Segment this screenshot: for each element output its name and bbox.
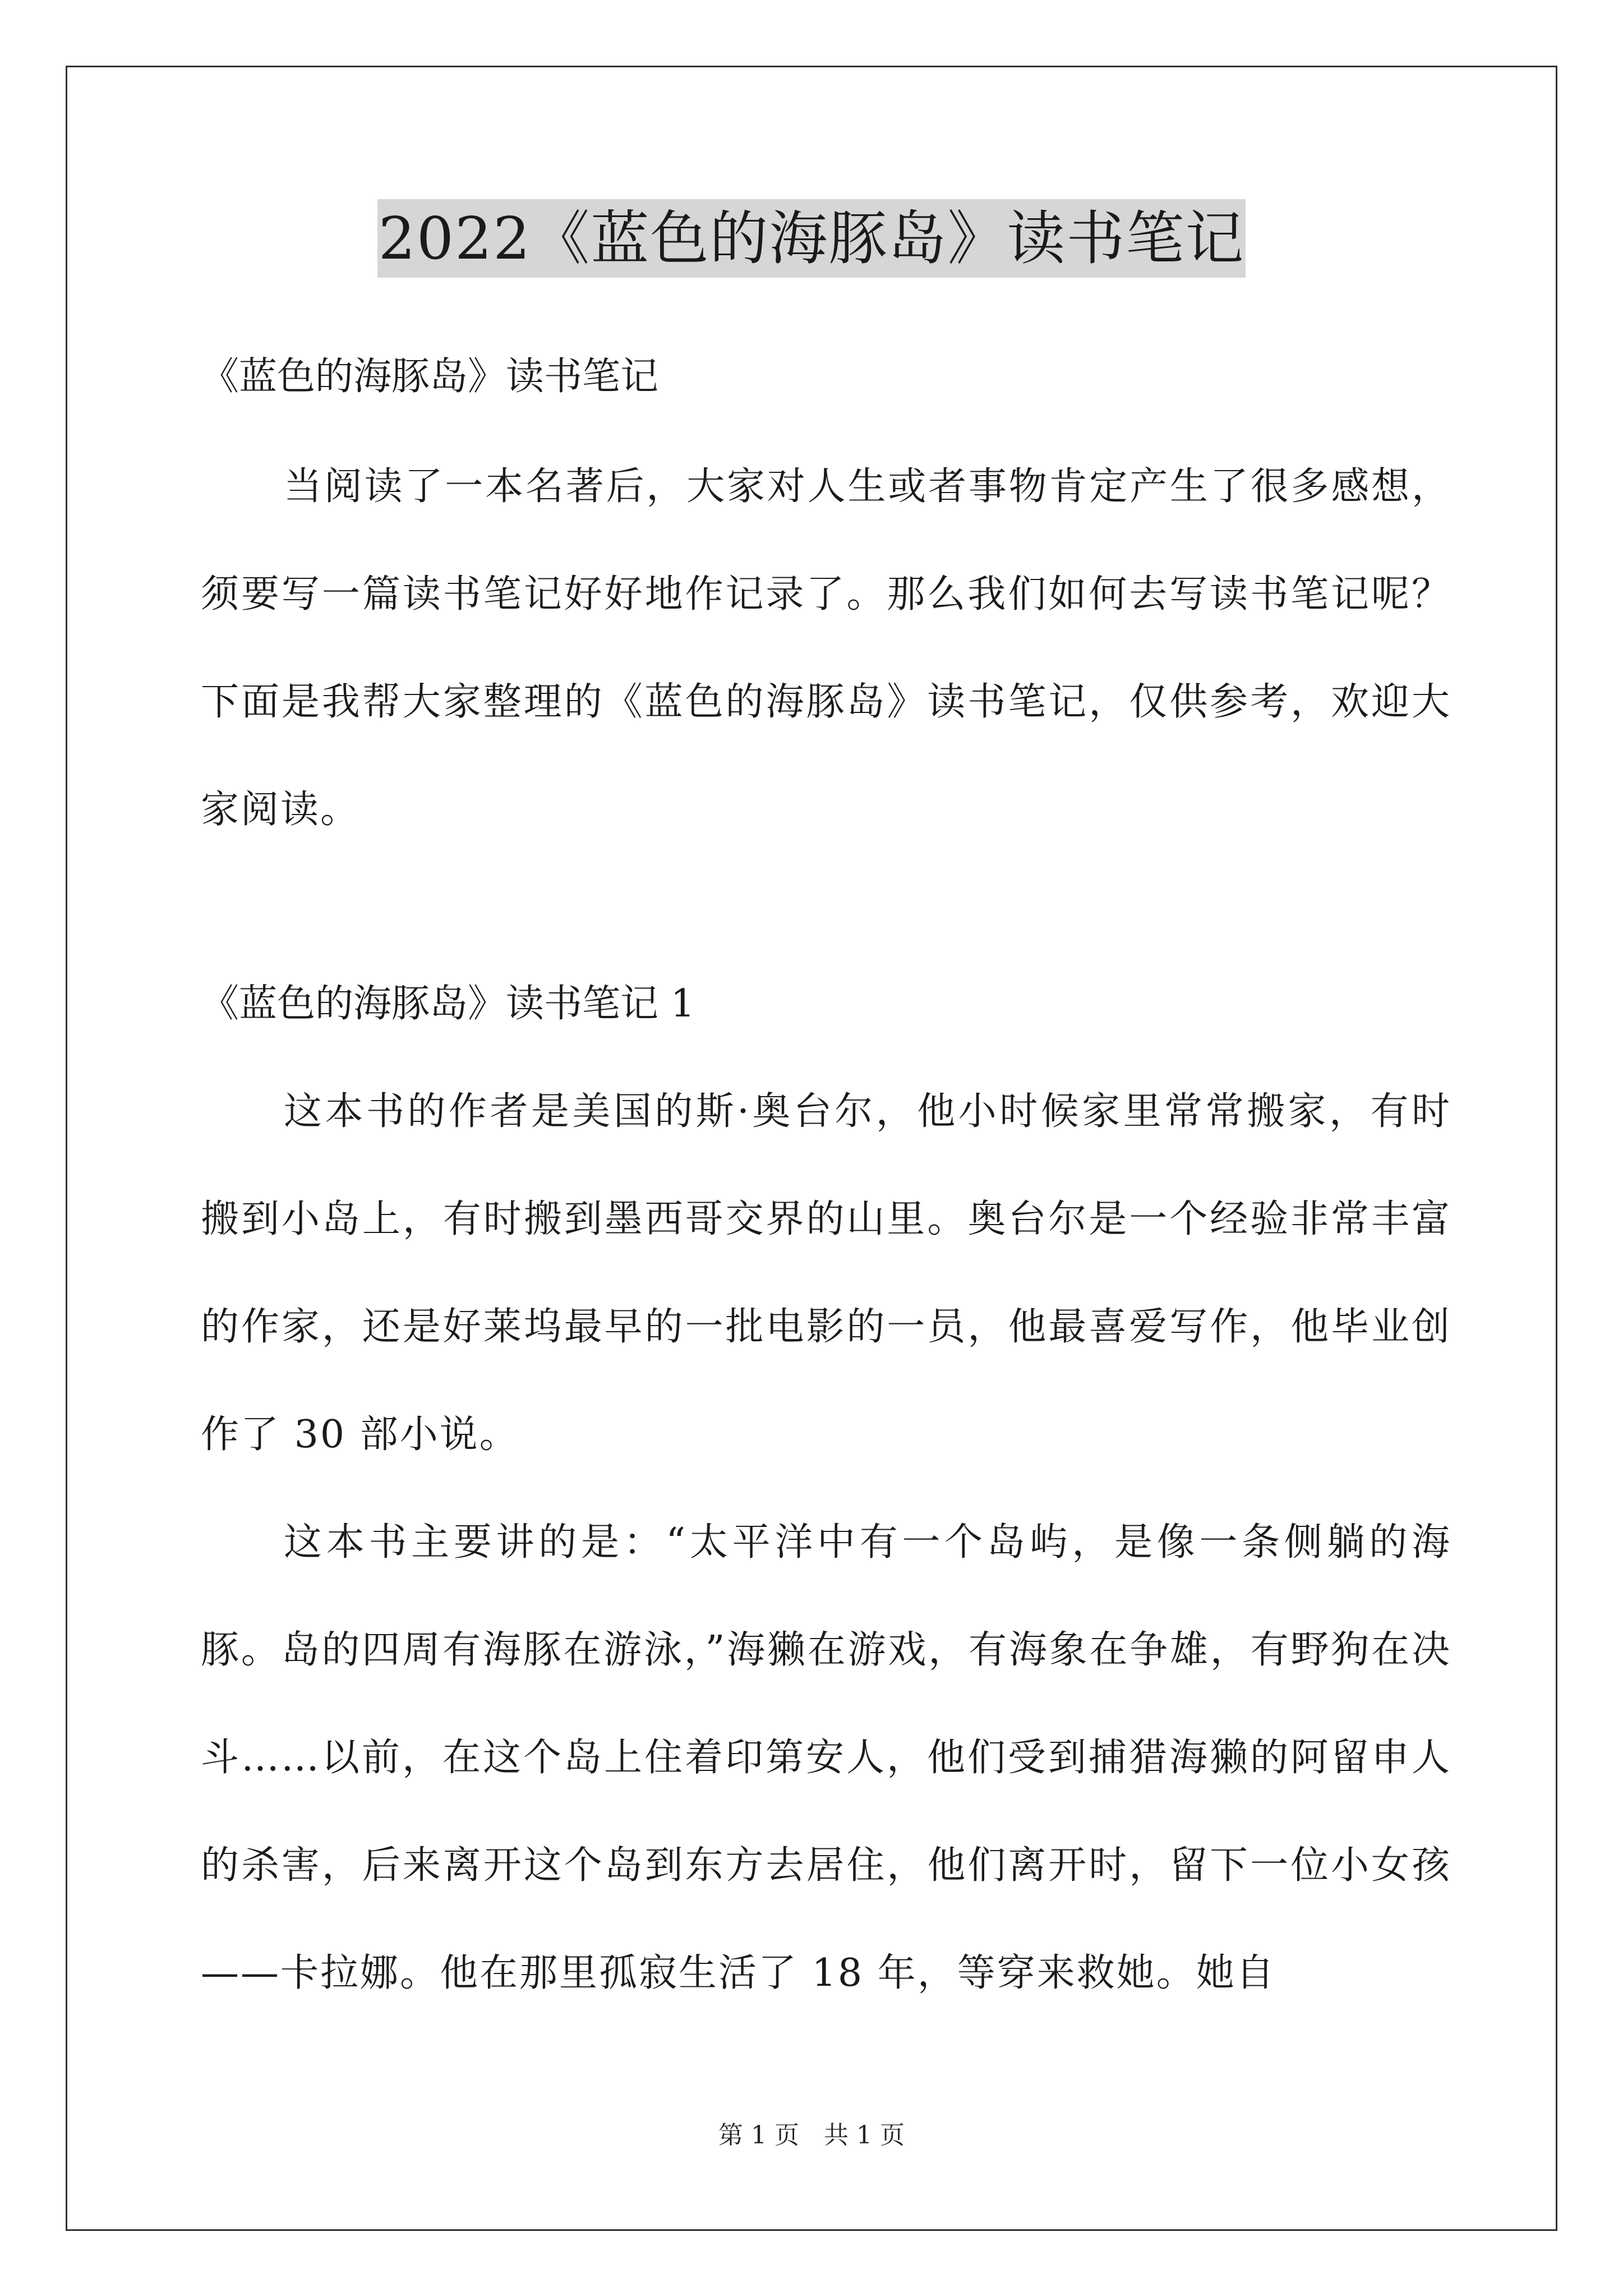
intro-paragraph: 当阅读了一本名著后，大家对人生或者事物肯定产生了很多感想，须要写一篇读书笔记好好地作记录了。那么我们如何去写读书笔记呢？下面是我帮大家整理的《蓝色的海豚岛》读书笔记，仅供参考，欢迎大家阅读。 xyxy=(201,464,1451,832)
body-paragraph-2: 这本书主要讲的是：“太平洋中有一个岛屿，是像一条侧躺的海豚。岛的四周有海豚在游泳，”海獭在游戏，有海象在争雄，有野狗在决斗……以前，在这个岛上住着印第安人，他们受到捕猎海獭的阿留申人的杀害，后来离开这个岛到东方去居住，他们离开时，留下一位小女孩——卡拉娜。他在那里孤寂生活了 18 年，等穿来救她。她自 xyxy=(201,1520,1452,1995)
document-body xyxy=(201,343,1451,2027)
page-footer: 第 1 页 共 1 页 xyxy=(718,2121,905,2150)
title-container xyxy=(0,199,1623,278)
body-paragraph-1: 这本书的作者是美国的斯·奥台尔，他小时候家里常常搬家，有时搬到小岛上，有时搬到墨西哥交界的山里。奥台尔是一个经验非常丰富的作家，还是好莱坞最早的一批电影的一员，他最喜爱写作，他毕业创作了 30 部小说。 xyxy=(201,1089,1451,1457)
document-subtitle: 《蓝色的海豚岛》读书笔记 xyxy=(201,355,659,399)
section-heading: 《蓝色的海豚岛》读书笔记 1 xyxy=(201,982,695,1026)
paragraph-spacer xyxy=(201,864,1451,970)
document-title: 2022《蓝色的海豚岛》读书笔记 xyxy=(377,199,1246,278)
